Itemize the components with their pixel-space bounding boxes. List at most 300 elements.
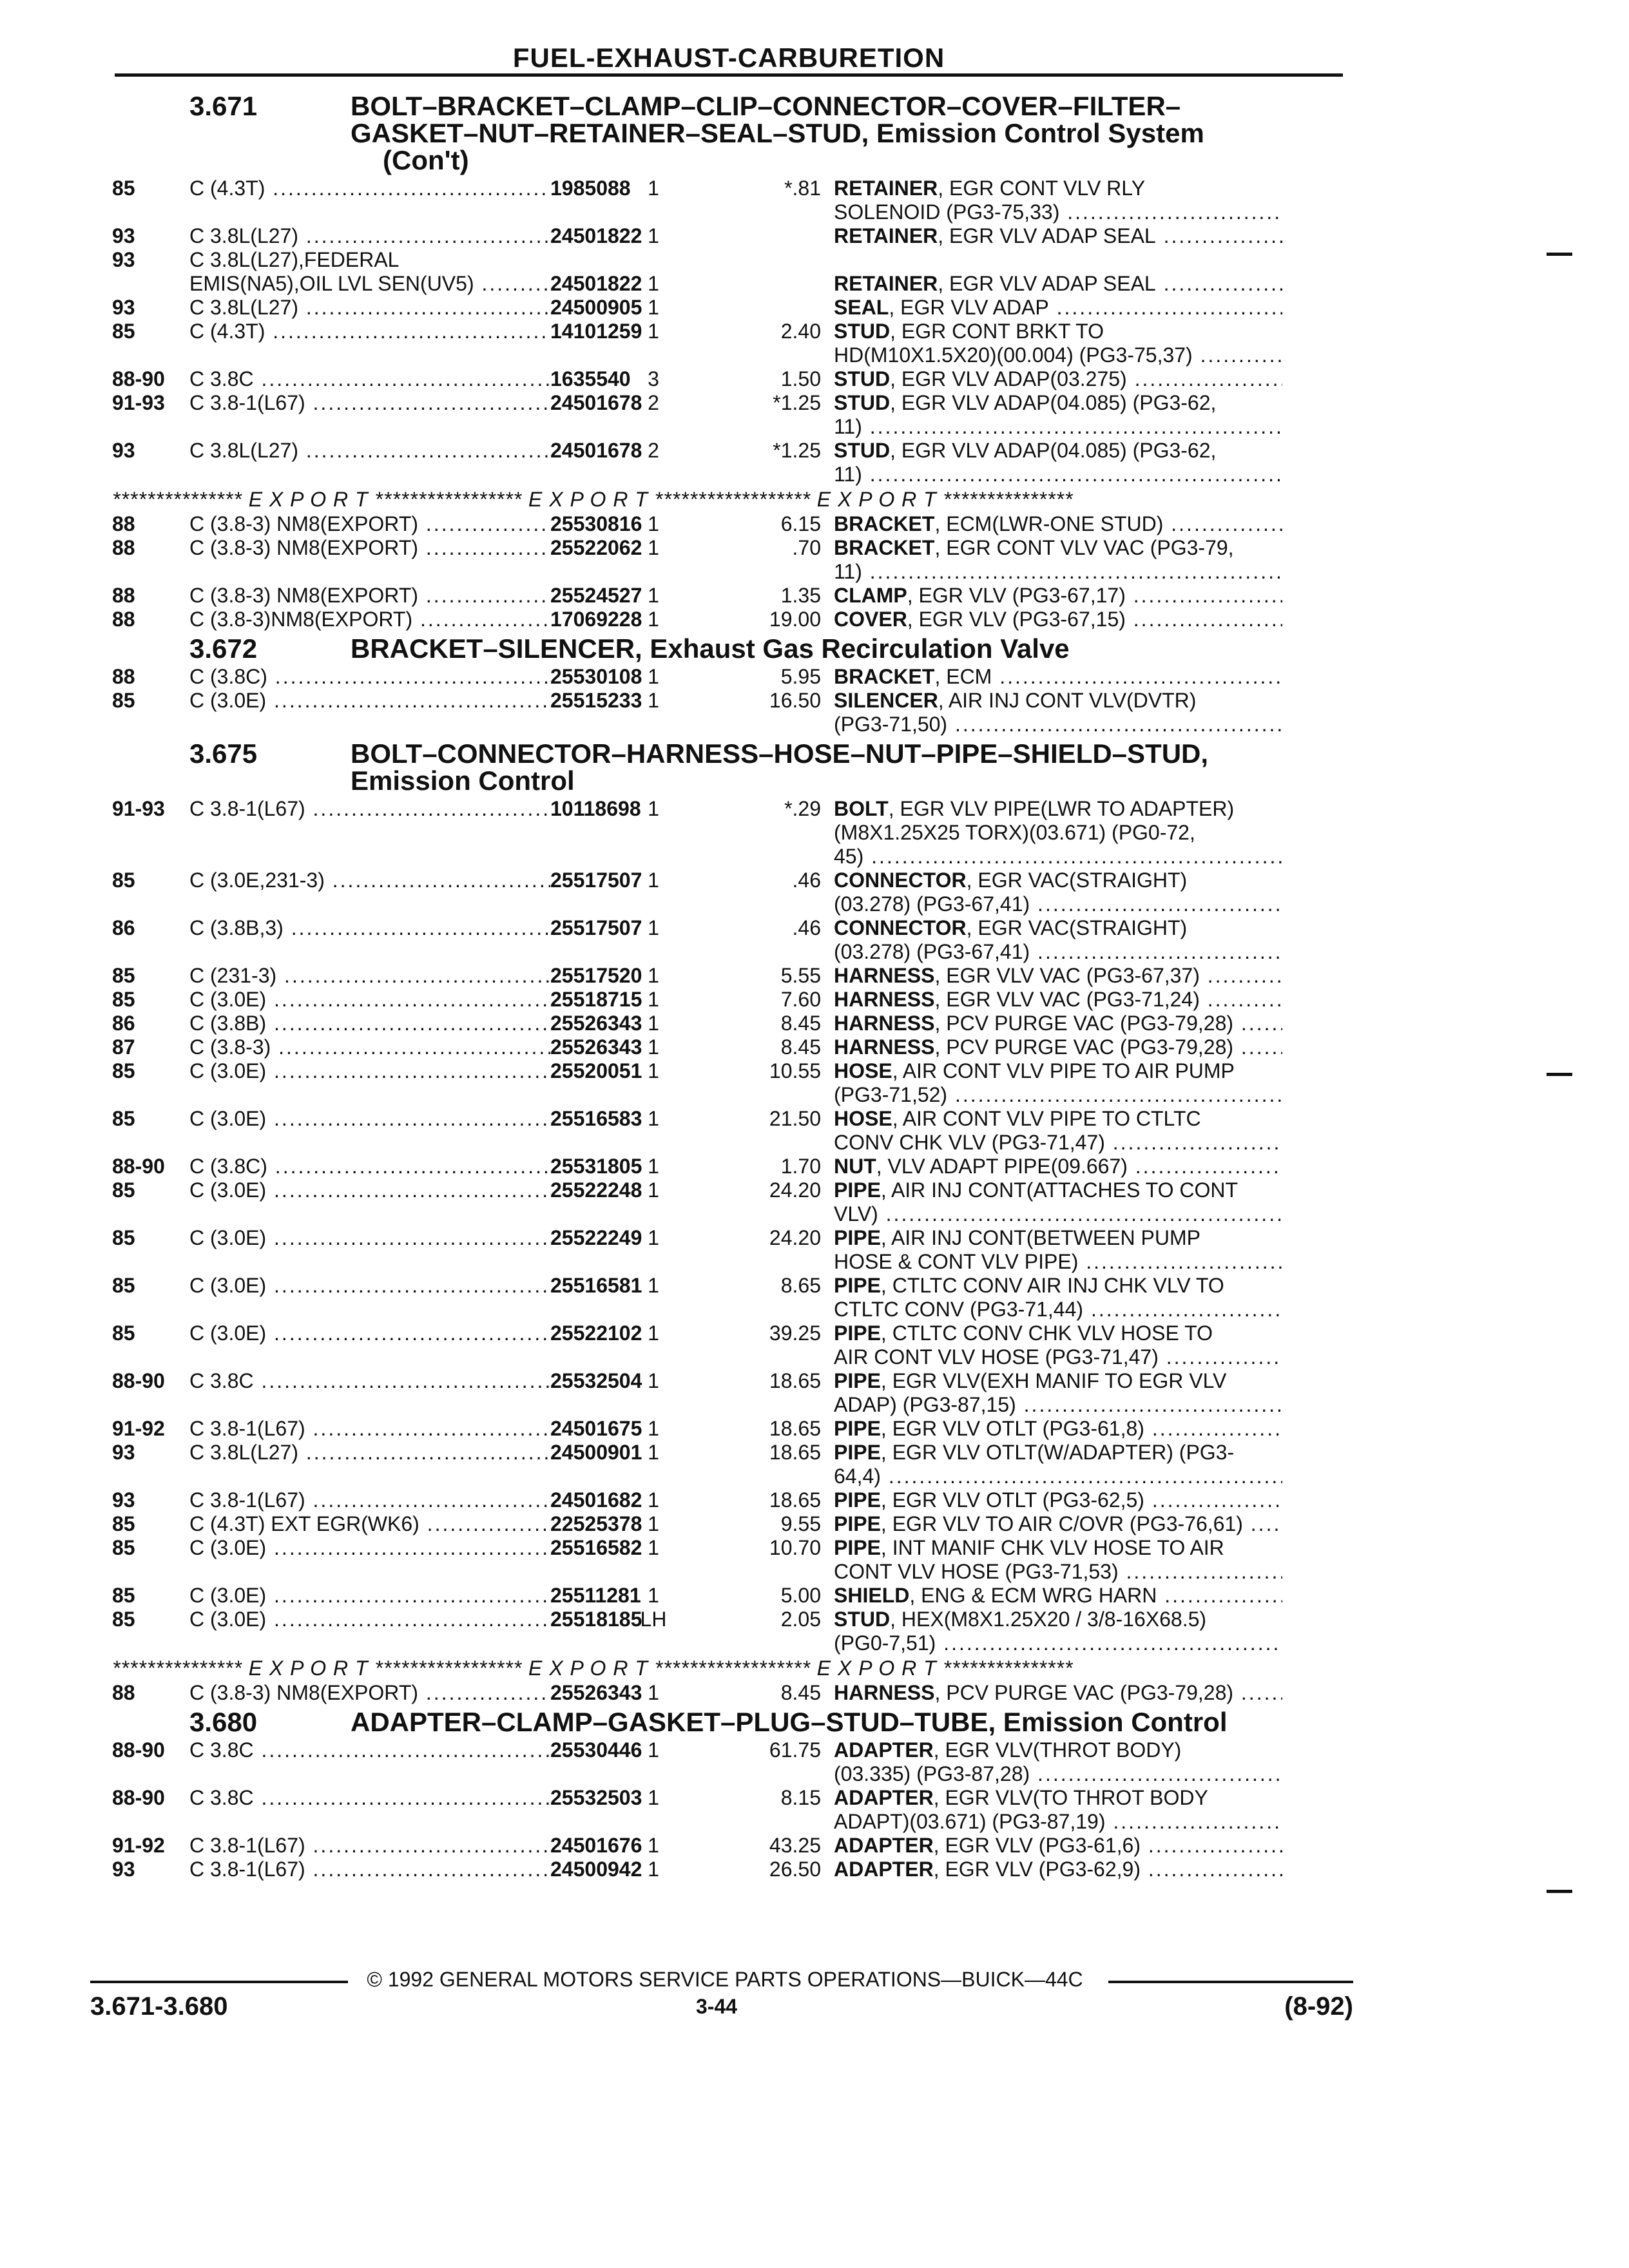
part-detail: , VLV ADAPT PIPE(09.667) <box>876 1155 1128 1178</box>
price: 2.05 <box>780 1608 821 1631</box>
part-detail: , EGR VLV ADAP SEAL <box>938 272 1156 295</box>
part-name: RETAINER <box>834 177 938 200</box>
price: 5.95 <box>780 665 821 688</box>
parts-row <box>112 1035 1347 1059</box>
model-year: 88 <box>112 584 135 607</box>
part-number: 25516582 <box>550 1536 642 1559</box>
section-number: 3.680 <box>189 1707 258 1737</box>
quantity: 1 <box>648 1321 659 1345</box>
description <box>834 1834 1282 1858</box>
application: C (231-3) ..... <box>189 964 550 988</box>
description-line <box>834 608 1282 631</box>
description-line <box>834 536 1282 560</box>
application: C (3.8-3) ..... <box>189 1035 550 1059</box>
part-name: COVER <box>834 608 907 631</box>
parts-row <box>112 1321 1347 1369</box>
description-line <box>834 964 1282 988</box>
parts-row <box>112 177 1347 224</box>
price: 1.70 <box>780 1155 821 1178</box>
quantity: 1 <box>648 1834 659 1857</box>
description-line <box>834 1584 1282 1608</box>
parts-row <box>112 1608 1347 1655</box>
quantity: 1 <box>648 988 659 1011</box>
parts-list <box>112 89 1347 1881</box>
description-line <box>834 1786 1282 1810</box>
part-detail: , CTLTC CONV AIR INJ CHK VLV TO <box>880 1274 1224 1297</box>
parts-row <box>112 439 1347 486</box>
part-detail: , EGR VLV ADAP(04.085) (PG3-62, <box>890 439 1217 462</box>
model-year: 85 <box>112 1608 135 1631</box>
application: C (3.8B,3) ..... <box>189 916 550 940</box>
description-line: (M8X1.25X25 TORX)(03.671) (PG0-72, <box>834 821 1195 844</box>
model-year: 93 <box>112 1441 135 1464</box>
part-number: 25532504 <box>550 1369 642 1392</box>
application: C (3.8-3) NM8(EXPORT) ..... <box>189 536 550 560</box>
price: 24.20 <box>769 1226 821 1249</box>
quantity: 1 <box>648 1488 659 1512</box>
section-heading <box>112 1709 1347 1736</box>
section-title: BOLT–BRACKET–CLAMP–CLIP–CONNECTOR–COVER–FILTER– <box>351 91 1181 121</box>
description-line <box>834 177 1282 200</box>
description-line <box>834 1858 1282 1881</box>
description-line <box>834 1536 1282 1560</box>
quantity: 1 <box>648 1536 659 1559</box>
part-detail: , EGR VLV VAC (PG3-71,24) <box>934 988 1200 1011</box>
model-year: 85 <box>112 1178 135 1202</box>
part-detail: , ECM <box>934 665 992 688</box>
part-detail: , ENG & ECM WRG HARN <box>909 1584 1157 1607</box>
description-line: (PG3-71,52) ..... <box>834 1083 1282 1107</box>
quantity: 1 <box>648 1786 659 1809</box>
part-number: 25526343 <box>550 1035 642 1059</box>
part-number: 25520051 <box>550 1059 642 1082</box>
price: 9.55 <box>780 1512 821 1535</box>
application: C (4.3T) EXT EGR(WK6) ..... <box>189 1512 550 1536</box>
description <box>834 1012 1282 1035</box>
description-line <box>834 320 1282 343</box>
description-line: 11) ..... <box>834 463 1282 486</box>
model-year: 91-92 <box>112 1417 165 1440</box>
part-detail: , AIR INJ CONT(BETWEEN PUMP <box>880 1226 1200 1249</box>
description-line <box>834 1035 1282 1059</box>
description <box>834 1608 1282 1655</box>
part-number: 24501678 <box>550 391 642 414</box>
part-detail: , CTLTC CONV CHK VLV HOSE TO <box>880 1321 1213 1345</box>
description-line <box>834 272 1282 296</box>
part-detail: , EGR VLV ADAP(04.085) (PG3-62, <box>890 391 1217 414</box>
model-year: 85 <box>112 320 135 343</box>
description-line <box>834 224 1282 248</box>
export-banner: *************** E X P O R T ***************** E X P O R T ****************** E X P O R T *************** <box>112 488 1074 511</box>
quantity: 2 <box>648 439 659 462</box>
application: C (3.0E) ..... <box>189 1178 550 1202</box>
part-number: 25516581 <box>550 1274 642 1297</box>
application: C 3.8C ..... <box>189 1369 550 1393</box>
part-number: 10118698 <box>550 797 641 820</box>
application: C 3.8C ..... <box>189 1738 550 1762</box>
quantity: 1 <box>648 964 659 987</box>
part-name: BOLT <box>834 797 889 820</box>
section-title: ADAPTER–CLAMP–GASKET–PLUG–STUD–TUBE, Emission Control <box>351 1707 1228 1737</box>
price: *1.25 <box>773 391 821 414</box>
application: C 3.8L(L27) ..... <box>189 439 550 463</box>
price: 26.50 <box>769 1858 821 1881</box>
parts-row <box>112 1834 1347 1858</box>
part-number: 25524527 <box>550 584 642 607</box>
part-detail: , PCV PURGE VAC (PG3-79,28) <box>934 1681 1234 1704</box>
description-line <box>834 1834 1282 1858</box>
description-line <box>834 439 1282 463</box>
application: C (3.8C) ..... <box>189 665 550 689</box>
description <box>834 1681 1282 1705</box>
description-line <box>834 1738 1282 1762</box>
description-line <box>834 797 1282 821</box>
description-line: ADAPT)(03.671) (PG3-87,19) ..... <box>834 1810 1282 1834</box>
part-name: STUD <box>834 391 891 414</box>
description-line <box>834 584 1282 608</box>
description-line <box>834 988 1282 1012</box>
part-detail: , EGR VLV(THROT BODY) <box>933 1738 1182 1762</box>
part-detail: , EGR VLV TO AIR C/OVR (PG3-76,61) <box>880 1512 1243 1535</box>
application: C (4.3T) ..... <box>189 177 550 200</box>
price: 61.75 <box>769 1738 821 1762</box>
parts-row <box>112 296 1347 320</box>
description-line: ADAP) (PG3-87,15) ..... <box>834 1393 1282 1417</box>
parts-row <box>112 1512 1347 1536</box>
section-heading <box>112 93 1347 174</box>
price: 8.45 <box>780 1012 821 1035</box>
part-name: PIPE <box>834 1274 881 1297</box>
part-name: BRACKET <box>834 536 935 559</box>
part-number: 25511281 <box>550 1584 641 1607</box>
price: *.81 <box>784 177 821 200</box>
application: C (3.0E) ..... <box>189 1107 550 1131</box>
model-year: 88-90 <box>112 1786 165 1809</box>
description-line <box>834 512 1282 536</box>
parts-row <box>112 689 1347 736</box>
part-number: 24500905 <box>550 296 642 319</box>
description <box>834 869 1282 916</box>
part-number: 25526343 <box>550 1012 642 1035</box>
description-line <box>834 1488 1282 1512</box>
model-year: 88 <box>112 608 135 631</box>
part-name: PIPE <box>834 1321 881 1345</box>
model-year: 91-93 <box>112 797 165 820</box>
model-year: 88-90 <box>112 1738 165 1762</box>
description-line <box>834 1059 1282 1083</box>
page-number: 3-44 <box>696 1995 738 2018</box>
description <box>834 512 1282 536</box>
model-year: 85 <box>112 1059 135 1082</box>
quantity: 1 <box>648 177 659 200</box>
description <box>834 1858 1282 1881</box>
page-title: FUEL-EXHAUST-CARBURETION <box>512 43 945 73</box>
quantity: 1 <box>648 689 659 712</box>
application: C 3.8-1(L67) ..... <box>189 797 550 821</box>
part-number: 25517507 <box>550 869 642 892</box>
parts-row <box>112 869 1347 916</box>
section-title: BRACKET–SILENCER, Exhaust Gas Recirculation Valve <box>351 633 1070 664</box>
part-name: BRACKET <box>834 512 935 535</box>
model-year: 85 <box>112 177 135 200</box>
price: 8.65 <box>780 1274 821 1297</box>
part-detail: , EGR VLV (PG3-67,17) <box>907 584 1126 607</box>
price: *1.25 <box>773 439 821 462</box>
description <box>834 1274 1282 1321</box>
price: 5.55 <box>780 964 821 987</box>
description-line: (PG0-7,51) ..... <box>834 1631 1282 1655</box>
price: 7.60 <box>780 988 821 1011</box>
application: C (3.8B) ..... <box>189 1012 550 1035</box>
parts-row <box>112 584 1347 608</box>
model-year: 85 <box>112 689 135 712</box>
price: 8.45 <box>780 1681 821 1704</box>
application: C (3.0E) ..... <box>189 988 550 1012</box>
part-number: 24501822 <box>550 224 642 247</box>
price: 2.40 <box>780 320 821 343</box>
parts-row <box>112 1012 1347 1035</box>
part-number: 25515233 <box>550 689 642 712</box>
description <box>834 1107 1282 1155</box>
parts-row <box>112 964 1347 988</box>
description <box>834 320 1282 367</box>
description <box>834 1738 1282 1786</box>
page-footer <box>90 1965 1353 2036</box>
price: 39.25 <box>769 1321 821 1345</box>
part-name: STUD <box>834 367 891 390</box>
description-line: 45) ..... <box>834 845 1282 869</box>
application: C (3.8-3) NM8(EXPORT) ..... <box>189 1681 550 1705</box>
model-year: 91-92 <box>112 1834 165 1857</box>
parts-row <box>112 1107 1347 1155</box>
parts-row <box>112 536 1347 584</box>
part-detail: , EGR CONT VLV VAC (PG3-79, <box>934 536 1234 559</box>
part-number: 1635540 <box>550 367 631 390</box>
application: C 3.8-1(L67) ..... <box>189 1417 550 1441</box>
description-line: (03.335) (PG3-87,28) ..... <box>834 1762 1282 1786</box>
quantity: 1 <box>648 1178 659 1202</box>
part-detail: , INT MANIF CHK VLV HOSE TO AIR <box>880 1536 1224 1559</box>
description-line: 11) ..... <box>834 560 1282 584</box>
quantity: 1 <box>648 272 659 295</box>
description <box>834 1488 1282 1512</box>
part-number: 24501676 <box>550 1834 642 1857</box>
quantity: 1 <box>648 320 659 343</box>
quantity: 1 <box>648 1441 659 1464</box>
description-line: HD(M10X1.5X20)(00.004) (PG3-75,37) ..... <box>834 343 1282 367</box>
quantity: 1 <box>648 1107 659 1130</box>
description <box>834 608 1282 631</box>
parts-row <box>112 1536 1347 1584</box>
export-banner: *************** E X P O R T ***************** E X P O R T ****************** E X P O R T *************** <box>112 1657 1074 1680</box>
description-line <box>834 689 1282 713</box>
description <box>834 1584 1282 1608</box>
description <box>834 224 1282 248</box>
part-detail: , PCV PURGE VAC (PG3-79,28) <box>934 1035 1234 1059</box>
price: *.29 <box>784 797 821 820</box>
model-year: 85 <box>112 988 135 1011</box>
part-number: 25522062 <box>550 536 642 559</box>
part-detail: , EGR VLV ADAP(03.275) <box>890 367 1127 390</box>
price: 5.00 <box>780 1584 821 1607</box>
model-year: 88-90 <box>112 367 165 390</box>
model-year: 85 <box>112 869 135 892</box>
part-detail: , AIR INJ CONT(ATTACHES TO CONT <box>880 1178 1239 1202</box>
part-number: 24500901 <box>550 1441 642 1464</box>
description-line <box>834 367 1282 391</box>
page-header <box>115 43 1343 79</box>
parts-row <box>112 224 1347 248</box>
part-name: STUD <box>834 320 891 343</box>
application: C 3.8C ..... <box>189 1786 550 1810</box>
part-name: SHIELD <box>834 1584 910 1607</box>
quantity: 1 <box>648 1512 659 1535</box>
parts-row <box>112 1738 1347 1786</box>
part-number: 25518185 <box>550 1608 642 1631</box>
part-name: PIPE <box>834 1536 881 1559</box>
part-name: STUD <box>834 1608 891 1631</box>
description-line: 11) ..... <box>834 415 1282 439</box>
price: 1.50 <box>780 367 821 390</box>
part-name: HOSE <box>834 1059 892 1082</box>
part-name: RETAINER <box>834 224 938 247</box>
model-year: 85 <box>112 1107 135 1130</box>
description-line: CONT VLV HOSE (PG3-71,53) ..... <box>834 1560 1282 1584</box>
application: C 3.8-1(L67) ..... <box>189 391 550 415</box>
model-year: 88-90 <box>112 1155 165 1178</box>
parts-row <box>112 1417 1347 1441</box>
part-number: 25522102 <box>550 1321 642 1345</box>
model-year: 85 <box>112 1226 135 1249</box>
description <box>834 689 1282 736</box>
footer-rule-right <box>1108 1981 1353 1983</box>
quantity: 1 <box>648 1059 659 1082</box>
parts-row <box>112 665 1347 689</box>
description-line: SOLENOID (PG3-75,33) ..... <box>834 200 1282 224</box>
part-detail: , EGR VLV OTLT (PG3-61,8) <box>880 1417 1144 1440</box>
part-name: HARNESS <box>834 1035 935 1059</box>
description <box>834 1536 1282 1584</box>
part-detail: , AIR INJ CONT VLV(DVTR) <box>938 689 1197 712</box>
price: 18.65 <box>769 1488 821 1512</box>
description-line <box>834 1107 1282 1131</box>
margin-mark <box>1547 1073 1572 1076</box>
part-name: PIPE <box>834 1488 881 1512</box>
part-number: 24501822 <box>550 272 642 295</box>
description-line: CONV CHK VLV (PG3-71,47) ..... <box>834 1131 1282 1155</box>
part-number: 25530446 <box>550 1738 642 1762</box>
parts-row <box>112 1681 1347 1705</box>
part-number: 24501675 <box>550 1417 642 1440</box>
description-line: (03.278) (PG3-67,41) ..... <box>834 892 1282 916</box>
description <box>834 1417 1282 1441</box>
part-detail: , AIR CONT VLV PIPE TO AIR PUMP <box>892 1059 1235 1082</box>
description-line <box>834 296 1282 320</box>
part-detail: , EGR CONT VLV RLY <box>938 177 1146 200</box>
price: 8.15 <box>780 1786 821 1809</box>
description-line: 64,4) ..... <box>834 1465 1282 1488</box>
description-line: (03.278) (PG3-67,41) ..... <box>834 940 1282 964</box>
description <box>834 1369 1282 1417</box>
quantity: 1 <box>648 512 659 535</box>
parts-row <box>112 248 1347 272</box>
margin-mark <box>1547 253 1572 256</box>
part-number: 25517507 <box>550 916 642 939</box>
part-name: ADAPTER <box>834 1786 934 1809</box>
description <box>834 1226 1282 1274</box>
part-name: NUT <box>834 1155 876 1178</box>
parts-row <box>112 1178 1347 1226</box>
part-name: CONNECTOR <box>834 916 967 939</box>
part-name: ADAPTER <box>834 1834 934 1857</box>
quantity: 1 <box>648 1738 659 1762</box>
part-detail: , PCV PURGE VAC (PG3-79,28) <box>934 1012 1234 1035</box>
price: .70 <box>792 536 821 559</box>
description-line <box>834 916 1282 940</box>
description-line <box>834 1608 1282 1631</box>
parts-row <box>112 391 1347 439</box>
part-number: 25517520 <box>550 964 642 987</box>
part-detail: , EGR VLV (PG3-67,15) <box>907 608 1126 631</box>
model-year: 88-90 <box>112 1369 165 1392</box>
model-year: 93 <box>112 1858 135 1881</box>
description <box>834 584 1282 608</box>
part-name: HARNESS <box>834 1012 935 1035</box>
application: C (3.0E) ..... <box>189 1274 550 1298</box>
part-detail: , HEX(M8X1.25X20 / 3/8-16X68.5) <box>890 1608 1207 1631</box>
application: C (3.0E) ..... <box>189 1536 550 1560</box>
application: C (3.0E) ..... <box>189 1584 550 1608</box>
quantity: LH <box>640 1608 667 1631</box>
quantity: 3 <box>648 367 659 390</box>
quantity: 1 <box>648 1681 659 1704</box>
description <box>834 439 1282 486</box>
description-line <box>834 1369 1282 1393</box>
model-year: 88 <box>112 512 135 535</box>
quantity: 1 <box>648 869 659 892</box>
price: 18.65 <box>769 1417 821 1440</box>
description <box>834 177 1282 224</box>
model-year: 91-93 <box>112 391 165 414</box>
description <box>834 1155 1282 1178</box>
quantity: 1 <box>648 1584 659 1607</box>
section-range: 3.671-3.680 <box>90 1992 228 2021</box>
description-line: AIR CONT VLV HOSE (PG3-71,47) ..... <box>834 1345 1282 1369</box>
part-number: 24500942 <box>550 1858 642 1881</box>
application: EMIS(NA5),OIL LVL SEN(UV5) ..... <box>189 272 550 296</box>
part-number: 14101259 <box>550 320 642 343</box>
section-number: 3.671 <box>189 91 258 121</box>
part-name: RETAINER <box>834 272 938 295</box>
model-year: 93 <box>112 1488 135 1512</box>
price: 1.35 <box>780 584 821 607</box>
application: C (3.8-3) NM8(EXPORT) ..... <box>189 584 550 608</box>
application: C (4.3T) ..... <box>189 320 550 343</box>
model-year: 85 <box>112 1274 135 1297</box>
parts-row <box>112 1441 1347 1488</box>
section-number: 3.675 <box>189 738 258 769</box>
application: C (3.0E) ..... <box>189 1321 550 1345</box>
description <box>834 536 1282 584</box>
part-name: SEAL <box>834 296 889 319</box>
description-line <box>834 1155 1282 1178</box>
model-year: 85 <box>112 1321 135 1345</box>
header-rule <box>115 73 1343 77</box>
part-number: 17069228 <box>550 608 642 631</box>
price: .46 <box>792 869 821 892</box>
quantity: 1 <box>648 536 659 559</box>
price: 21.50 <box>769 1107 821 1130</box>
